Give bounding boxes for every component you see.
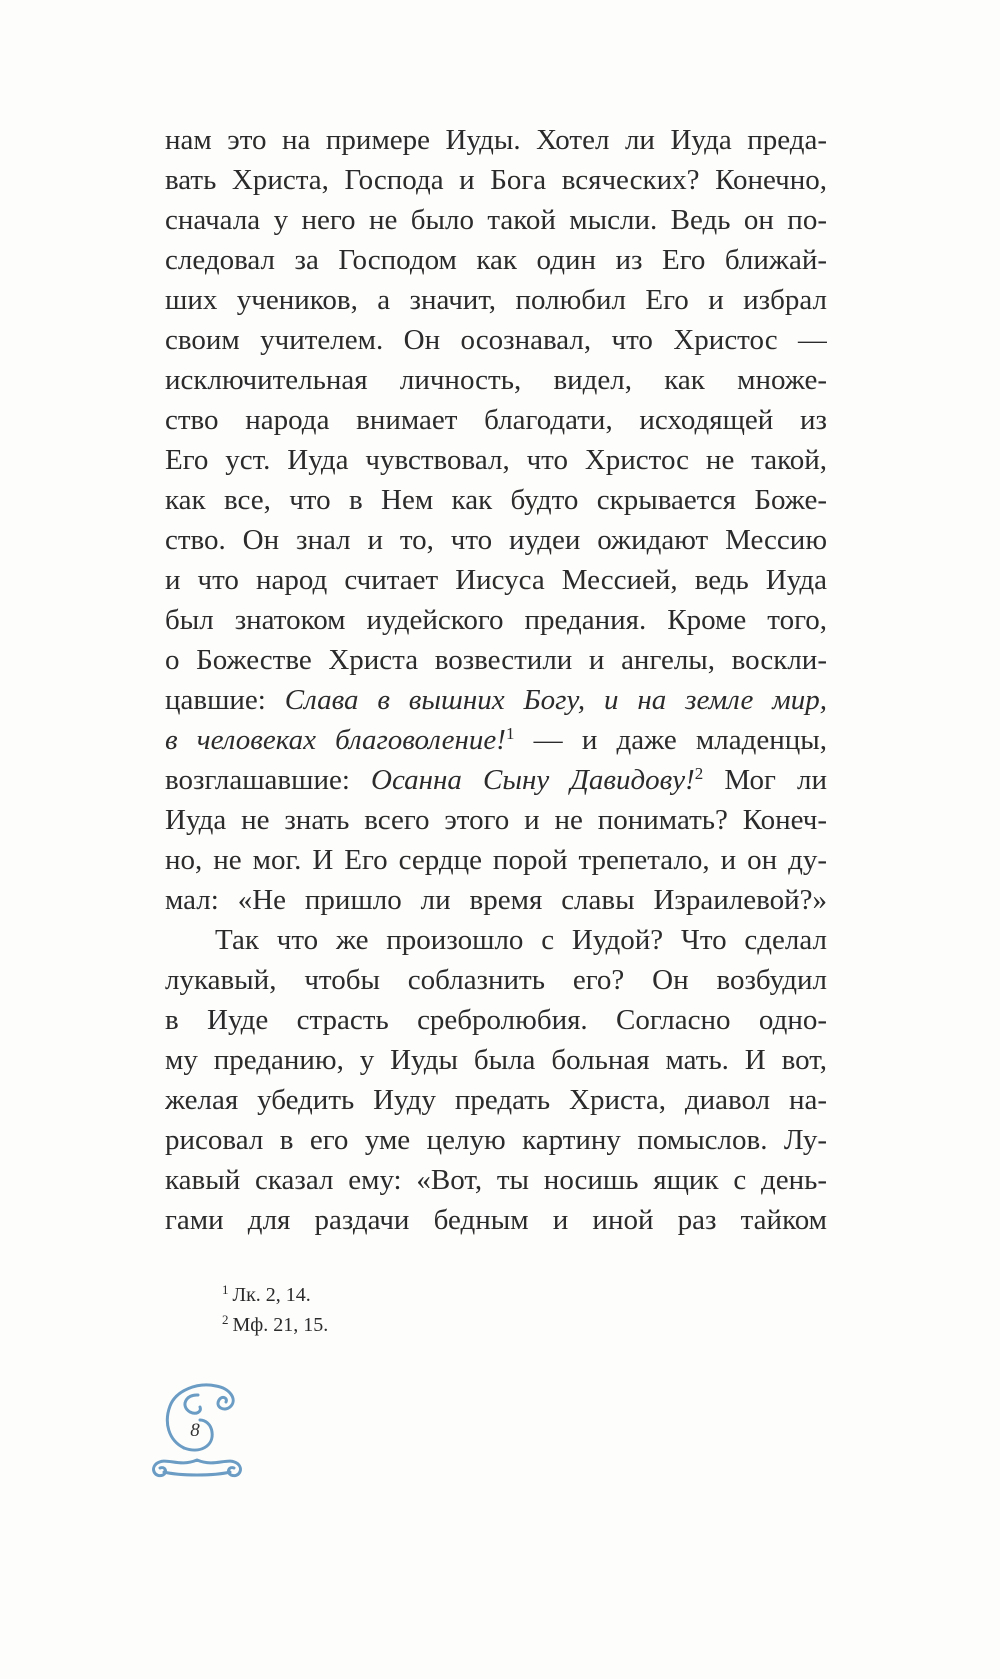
text-line: му преданию, у Иуды была больная мать. И вот, bbox=[165, 1044, 827, 1076]
text-segment: — и даже младенцы, bbox=[514, 724, 827, 756]
text-line: мал: «Не пришло ли время славы Израилевой?» bbox=[165, 884, 827, 916]
text-line: был знатоком иудейского предания. Кроме того, bbox=[165, 604, 827, 636]
ornament-right-spiral bbox=[228, 1464, 240, 1476]
paragraph bbox=[165, 120, 827, 920]
text-segment: Мог ли bbox=[703, 764, 827, 796]
footnote-ref: 1 bbox=[505, 724, 515, 743]
paragraph bbox=[165, 920, 827, 1240]
footnote-ref: 2 bbox=[694, 764, 704, 783]
footnote-marker: 2 bbox=[222, 1312, 229, 1327]
text-line: о Божестве Христа возвестили и ангелы, воскли- bbox=[165, 644, 827, 676]
text-line: лукавый, чтобы соблазнить его? Он возбудил bbox=[165, 964, 827, 996]
footnote-marker: 1 bbox=[222, 1282, 229, 1297]
text-line: Так что же произошло с Иудой? Что сделал bbox=[215, 924, 827, 956]
text-line: ших учеников, а значит, полюбил Его и избрал bbox=[165, 284, 827, 316]
ornament-top-curl bbox=[216, 1386, 233, 1409]
ornament-base-line bbox=[164, 1472, 230, 1475]
text-line bbox=[165, 680, 827, 720]
text-line: как все, что в Нем как будто скрывается Боже- bbox=[165, 484, 827, 516]
text-line: вать Христа, Господа и Бога всяческих? Конечно, bbox=[165, 164, 827, 196]
italic-quote: в человеках благоволение! bbox=[165, 724, 506, 756]
ornament-inner-hook bbox=[185, 1395, 200, 1413]
text-line: исключительная личность, видел, как множе- bbox=[165, 364, 827, 396]
page-number: 8 bbox=[190, 1420, 200, 1441]
italic-quote: Осанна Сыну Давидову! bbox=[371, 764, 695, 796]
ornament-base-wave bbox=[156, 1460, 238, 1464]
text-line: но, не мог. И Его сердце порой трепетало, и он ду- bbox=[165, 844, 827, 876]
text-line: Его уст. Иуда чувствовал, что Христос не такой, bbox=[165, 444, 827, 476]
text-line: в Иуде страсть сребролюбия. Согласно одно- bbox=[165, 1004, 827, 1036]
text-line bbox=[165, 720, 827, 760]
text-line: сначала у него не было такой мысли. Ведь он по- bbox=[165, 204, 827, 236]
text-line: своим учителем. Он осознавал, что Христос — bbox=[165, 324, 827, 356]
text-segment: цавшие: bbox=[165, 684, 285, 716]
footnote bbox=[222, 1280, 328, 1310]
text-line: ство. Он знал и то, что иудеи ожидают Мессию bbox=[165, 524, 827, 556]
footnote-text: Лк. 2, 14. bbox=[232, 1284, 311, 1306]
footnotes bbox=[222, 1280, 328, 1340]
italic-quote: Слава в вышних Богу, и на земле мир, bbox=[284, 684, 827, 716]
text-segment: возглашавшие: bbox=[165, 764, 372, 796]
text-line bbox=[165, 760, 827, 800]
main-text bbox=[165, 120, 827, 1240]
text-line: кавый сказал ему: «Вот, ты носишь ящик с день- bbox=[165, 1164, 827, 1196]
text-line: нам это на примере Иуды. Хотел ли Иуда преда- bbox=[165, 124, 827, 156]
text-line: следовал за Господом как один из Его ближай- bbox=[165, 244, 827, 276]
text-line: ство народа внимает благодати, исходящей из bbox=[165, 404, 827, 436]
text-line: гами для раздачи бедным и иной раз тайком bbox=[165, 1204, 827, 1236]
text-line: Иуда не знать всего этого и не понимать? Конеч- bbox=[165, 804, 827, 836]
ornament-left-spiral bbox=[154, 1464, 166, 1476]
text-line: и что народ считает Иисуса Мессией, ведь Иуда bbox=[165, 564, 827, 596]
footnote-text: Мф. 21, 15. bbox=[232, 1314, 329, 1336]
text-line: желая убедить Иуду предать Христа, диавол на- bbox=[165, 1084, 827, 1116]
footnote bbox=[222, 1310, 328, 1340]
text-line: рисовал в его уме целую картину помыслов. Лу- bbox=[165, 1124, 827, 1156]
